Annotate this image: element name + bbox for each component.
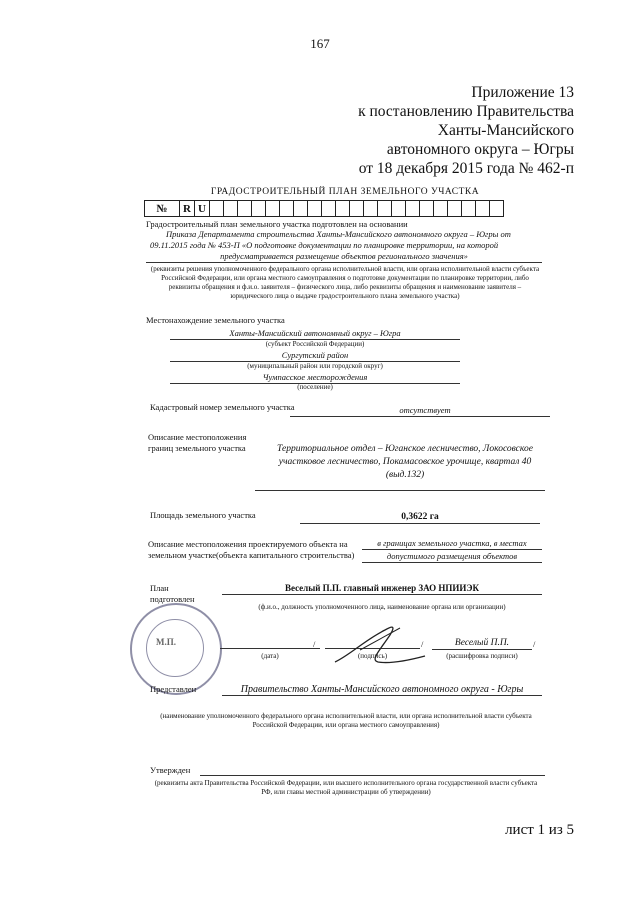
boundary-label-1: Описание местоположения xyxy=(148,432,247,442)
approved-label: Утвержден xyxy=(150,765,191,775)
prepared-value: Веселый П.П. главный инженер ЗАО НПИИЭК xyxy=(222,583,542,595)
number-cell xyxy=(266,201,280,217)
basis-caption xyxy=(140,265,550,301)
basis-caption-2: Российской Федерации, или органа местного самоуправления о подготовке документации по планировке территории, либо xyxy=(161,274,529,282)
seal-stamp xyxy=(130,603,222,695)
cadastral-label: Кадастровый номер земельного участка xyxy=(150,402,295,412)
number-cell xyxy=(434,201,448,217)
number-cell xyxy=(308,201,322,217)
cadastral-value: отсутствует xyxy=(290,405,550,417)
boundary-value-3: (выд.132) xyxy=(385,470,425,480)
number-cell xyxy=(224,201,238,217)
number-sign: № xyxy=(145,201,180,217)
plan-number-grid xyxy=(144,200,504,217)
boundary-value xyxy=(255,443,555,482)
handwritten-signature xyxy=(330,620,430,670)
number-cell xyxy=(378,201,392,217)
area-label: Площадь земельного участка xyxy=(150,510,256,520)
number-letter-r: R xyxy=(180,201,195,217)
approved-caption-2: РФ, или главы местной администрации об утверждении) xyxy=(261,788,431,796)
basis-order-line-1: Приказа Департамента строительства Ханты-Мансийского автономного округа – Югры от xyxy=(166,229,511,239)
prepared-label-1: План xyxy=(150,583,169,593)
number-letter-u: U xyxy=(195,201,210,217)
location-subject-caption: (субъект Российской Федерации) xyxy=(265,340,365,348)
sheet-number: лист 1 из 5 xyxy=(505,822,574,838)
date-caption: (дата) xyxy=(261,652,279,660)
number-cell xyxy=(294,201,308,217)
number-cell xyxy=(210,201,224,217)
slash-3: / xyxy=(533,639,536,649)
object-label-2: земельном участке(объекта капитального строительства) xyxy=(148,550,355,560)
number-cell xyxy=(392,201,406,217)
boundary-value-1: Территориальное отдел – Юганское лесничество, Локосовское xyxy=(277,444,533,454)
form-title: ГРАДОСТРОИТЕЛЬНЫЙ ПЛАН ЗЕМЕЛЬНОГО УЧАСТКА xyxy=(210,187,480,197)
approved-caption xyxy=(146,779,546,797)
presented-caption-1: (наименование уполномоченного федерального органа исполнительной власти, или органа исполнительной власти субъекта xyxy=(160,712,532,720)
number-cell xyxy=(420,201,434,217)
prepared-caption: (ф.и.о., должность уполномоченного лица, наименование органа или организации) xyxy=(258,603,506,611)
mp-label: М.П. xyxy=(156,637,176,647)
number-cell xyxy=(252,201,266,217)
number-cell xyxy=(280,201,294,217)
location-label: Местонахождение земельного участка xyxy=(146,315,285,325)
slash-2: / xyxy=(421,639,424,649)
basis-caption-4: юридического лица о выдаче градостроительного плана земельного участка) xyxy=(230,292,460,300)
approved-line xyxy=(200,775,545,776)
area-value: 0,3622 га xyxy=(300,512,540,524)
appendix-line-1: Приложение 13 xyxy=(471,84,574,101)
slash-1: / xyxy=(313,639,316,649)
appendix-block xyxy=(244,83,574,178)
prepared-label-2: подготовлен xyxy=(150,594,195,604)
appendix-line-3: Ханты-Мансийского xyxy=(437,122,574,139)
number-cell xyxy=(490,201,504,217)
object-value-1: в границах земельного участка, в местах xyxy=(362,538,542,550)
number-cell xyxy=(350,201,364,217)
appendix-line-5: от 18 декабря 2015 года № 462-п xyxy=(358,160,574,177)
name-caption: (расшифровка подписи) xyxy=(446,652,518,660)
number-cell xyxy=(448,201,462,217)
object-value-2: допустимого размещения объектов xyxy=(362,551,542,563)
location-district: Сургутский район xyxy=(170,350,460,362)
approved-caption-1: (реквизиты акта Правительства Российской Федерации, или высшего исполнительного органа государственной власти субъекта xyxy=(154,779,538,787)
date-line xyxy=(220,648,320,649)
number-cell xyxy=(336,201,350,217)
presented-label: Представлен xyxy=(150,684,197,694)
basis-caption-1: (реквизиты решения уполномоченного федерального органа исполнительной власти, или органа исполнительной власти субъекта xyxy=(150,265,540,273)
location-settlement-caption: (поселение) xyxy=(297,383,333,391)
object-label-1: Описание местоположения проектируемого объекта на xyxy=(148,539,348,549)
appendix-line-4: автономного округа – Югры xyxy=(386,141,574,158)
signature-caption: (подпись) xyxy=(357,652,388,660)
basis-caption-3: реквизиты обращения и ф.и.о. заявителя – физического лица, либо реквизиты обращения и наименование заявителя – xyxy=(168,283,522,291)
presented-caption xyxy=(146,712,546,730)
boundary-value-2: участковое лесничество, Покамасовское урочище, квартал 40 xyxy=(278,457,532,467)
basis-order-line-3: предусматривается размещение объектов регионального значения» xyxy=(146,251,542,263)
basis-order-line-2: 09.11.2015 года № 453-П «О подготовке документации по планировке территории, на которой xyxy=(150,240,499,250)
number-cell xyxy=(364,201,378,217)
location-subject: Ханты-Мансийский автономный округ – Югра xyxy=(170,328,460,340)
number-cell xyxy=(406,201,420,217)
basis-intro: Градостроительный план земельного участка подготовлен на основании xyxy=(146,219,408,229)
number-cell xyxy=(238,201,252,217)
appendix-line-2: к постановлению Правительства xyxy=(358,103,574,120)
location-district-caption: (муниципальный район или городской округ) xyxy=(247,362,383,370)
boundary-label-2: границ земельного участка xyxy=(148,443,246,453)
number-cell xyxy=(476,201,490,217)
page-number: 167 xyxy=(310,36,330,51)
signer-name: Веселый П.П. xyxy=(432,638,532,650)
boundary-underline xyxy=(255,490,545,491)
presented-value: Правительство Ханты-Мансийского автономного округа - Югры xyxy=(222,684,542,696)
location-settlement: Чумпасское месторождения xyxy=(170,372,460,384)
number-cell xyxy=(322,201,336,217)
number-cell xyxy=(462,201,476,217)
presented-caption-2: Российской Федерации, или органа местного самоуправления) xyxy=(252,721,440,729)
